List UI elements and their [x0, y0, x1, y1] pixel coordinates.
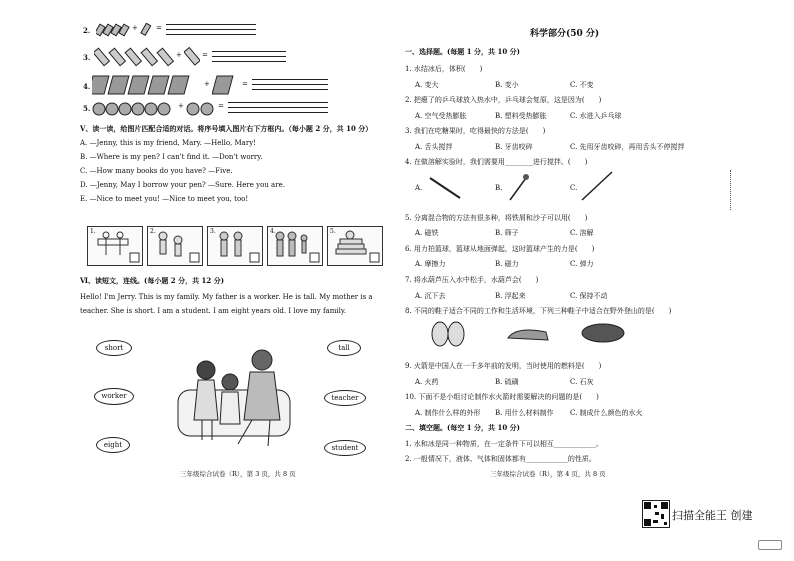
books-pile-icon	[328, 227, 382, 265]
section-5-title: Ⅴ、读一读，给图片匹配合适的对话。将序号填入图片右下方框内。（每小题 2 分，共 10 分）	[80, 124, 373, 133]
family-on-sofa-icon	[172, 340, 296, 450]
q3-option-a[interactable]: A. 舌头搅拌	[415, 143, 453, 151]
q1-option-b[interactable]: B. 变小	[495, 81, 519, 89]
pencils-group-icon	[96, 22, 130, 36]
dialogue-b: B. —Where is my pen? I can't find it. —Don't worry.	[80, 153, 263, 161]
question-2: 2. 把瘪了的乒乓球放入热水中，乒乓球会复原，这是因为( )	[405, 96, 602, 104]
reading-passage: Hello! I'm Jerry. This is my family. My father is a worker. He is tall. My mother is a teacher. She is short. I am a student. I am eight years old. I love my family.	[80, 293, 373, 315]
question-5: 5. 分离混合物的方法有很多种，将铁屑和沙子可以用( )	[405, 214, 588, 222]
q10-option-c[interactable]: C. 制成什么颜色的水火	[570, 409, 643, 417]
plus-sign: +	[132, 24, 138, 32]
right-page	[400, 0, 794, 561]
margin-marks	[730, 170, 733, 210]
row-number: 2.	[83, 26, 91, 35]
picture-box-3	[207, 226, 263, 266]
equals-sign: =	[218, 102, 224, 110]
dialogue-e: E. —Nice to meet you! —Nice to meet you, too!	[80, 195, 249, 203]
q10-option-a[interactable]: A. 制作什么样的外形	[415, 409, 481, 417]
equals-sign: =	[156, 24, 162, 32]
thin-stick-icon	[580, 170, 616, 202]
shoe-sole-a-icon[interactable]	[428, 320, 468, 348]
picture-number: 3.	[210, 228, 216, 235]
pencil-icon	[140, 22, 152, 36]
picture-number: 4.	[270, 228, 276, 235]
answer-lines	[228, 102, 328, 117]
section-1-title: 一、选择题。(每题 1 分，共 10 分)	[405, 47, 520, 56]
q7-option-a[interactable]: A. 沉下去	[415, 292, 446, 300]
q5-option-b[interactable]: B. 筛子	[495, 229, 519, 237]
shoe-sole-c-icon[interactable]	[580, 322, 626, 344]
question-9: 9. 火箭是中国人在一千多年前的发明，当时使用的燃料是( )	[405, 362, 602, 370]
plus-sign: +	[178, 102, 184, 110]
fill-in-1: 1. 水和冰是同一种物质，在一定条件下可以相互____________。	[405, 440, 603, 448]
pencil-icon	[184, 46, 200, 68]
q1-option-c[interactable]: C. 不变	[570, 81, 594, 89]
q3-option-b[interactable]: B. 牙齿咬碎	[495, 143, 533, 151]
picture-box-2	[147, 226, 203, 266]
q6-option-c[interactable]: C. 弹力	[570, 260, 594, 268]
row-number: 5.	[83, 104, 91, 113]
question-8: 8. 不同的鞋子适合不同的工作和生活环境，下列三种鞋子中适合在野外登山的是( )	[405, 307, 672, 315]
answer-lines	[212, 51, 286, 66]
q9-option-c[interactable]: C. 石灰	[570, 378, 594, 386]
question-4: 4. 在做溶解实验时，我们需要用________进行搅拌。( )	[405, 158, 588, 166]
word-short[interactable]: short	[96, 340, 132, 356]
shoe-sole-b-icon[interactable]	[506, 324, 550, 344]
question-7: 7. 将水葫芦压入水中松手，水葫芦会( )	[405, 276, 539, 284]
picture-number: 2.	[150, 228, 156, 235]
question-3: 3. 我们在吃糖果时，吃得最快的方法是( )	[405, 127, 546, 135]
q4-option-b[interactable]: B.	[495, 184, 503, 192]
question-1: 1. 水结冰后，体积( )	[405, 65, 483, 73]
section-6-title: Ⅵ、读短文，连线。(每小题 2 分，共 12 分)	[80, 276, 225, 285]
word-tall[interactable]: tall	[327, 340, 361, 356]
dialogue-c: C. —How many books do you have? —Five.	[80, 167, 233, 175]
kids-scene-icon	[148, 227, 202, 265]
science-title: 科学部分(50 分)	[530, 29, 600, 39]
book-icon	[212, 72, 240, 98]
q10-option-b[interactable]: B. 用什么材料制作	[495, 409, 554, 417]
q2-option-a[interactable]: A. 空气受热膨胀	[415, 112, 467, 120]
q7-option-b[interactable]: B. 浮起来	[495, 292, 526, 300]
section-2-title: 二、填空题。(每空 1 分，共 10 分)	[405, 423, 520, 432]
books-group-icon	[92, 72, 198, 98]
picture-box-1	[87, 226, 143, 266]
pencils-group-icon	[94, 46, 174, 68]
friends-scene-icon	[268, 227, 322, 265]
row-number: 4.	[83, 82, 91, 91]
match-stick-icon	[506, 172, 530, 202]
q7-option-c[interactable]: C. 保持不动	[570, 292, 608, 300]
q6-option-b[interactable]: B. 磁力	[495, 260, 519, 268]
answer-lines	[252, 79, 328, 94]
q5-option-c[interactable]: C. 溶解	[570, 229, 594, 237]
q9-option-b[interactable]: B. 硫磺	[495, 378, 519, 386]
picture-box-5	[327, 226, 383, 266]
fill-in-2: 2. 一般情况下，液体、气体和固体都有____________的性质。	[405, 455, 596, 463]
apples-group-icon	[92, 99, 178, 117]
picture-number: 1.	[90, 228, 96, 235]
page-footer-right: 三年级综合试卷（R），第 4 页，共 8 页	[490, 470, 606, 478]
answer-lines	[166, 24, 256, 39]
q2-option-b[interactable]: B. 塑料受热膨胀	[495, 112, 547, 120]
q4-option-c[interactable]: C.	[570, 184, 578, 192]
word-eight[interactable]: eight	[96, 437, 130, 453]
greeting-scene-icon	[208, 227, 262, 265]
word-student[interactable]: student	[324, 440, 366, 456]
page-footer-left: 三年级综合试卷（R），第 3 页，共 8 页	[180, 470, 296, 478]
classroom-scene-icon	[88, 227, 142, 265]
family-illustration	[172, 340, 296, 450]
dialogue-a: A. —Jenny, this is my friend, Mary. —Hello, Mary!	[80, 139, 256, 147]
q5-option-a[interactable]: A. 磁铁	[415, 229, 439, 237]
equals-sign: =	[242, 80, 248, 88]
qr-code-icon	[642, 500, 670, 528]
equals-sign: =	[202, 51, 208, 59]
watermark-text: 扫描全能王 创建	[672, 509, 753, 522]
q3-option-c[interactable]: C. 先用牙齿咬碎，再用舌头不停搅拌	[570, 143, 685, 151]
q6-option-a[interactable]: A. 摩擦力	[415, 260, 446, 268]
glass-rod-icon	[428, 176, 464, 200]
dialogue-d: D. —Jenny, May I borrow your pen? —Sure. Here you are.	[80, 181, 285, 189]
picture-box-4	[267, 226, 323, 266]
q2-option-c[interactable]: C. 水进入乒乓球	[570, 112, 622, 120]
question-6: 6. 用力拍篮球，篮球从地面弹起，这时篮球产生的力是( )	[405, 245, 595, 253]
row-number: 3.	[83, 53, 91, 62]
plus-sign: +	[176, 51, 182, 59]
q1-option-a[interactable]: A. 变大	[415, 81, 439, 89]
word-teacher[interactable]: teacher	[324, 390, 366, 406]
plus-sign: +	[204, 80, 210, 88]
q9-option-a[interactable]: A. 火药	[415, 378, 439, 386]
apples-icon	[186, 99, 216, 117]
q4-option-a[interactable]: A.	[415, 184, 423, 192]
badge-icon	[758, 540, 782, 550]
word-worker[interactable]: worker	[94, 388, 134, 405]
picture-number: 5.	[330, 228, 336, 235]
question-10: 10. 下面不是小组讨论制作水火箭时需要解决的问题的是( )	[405, 393, 599, 401]
